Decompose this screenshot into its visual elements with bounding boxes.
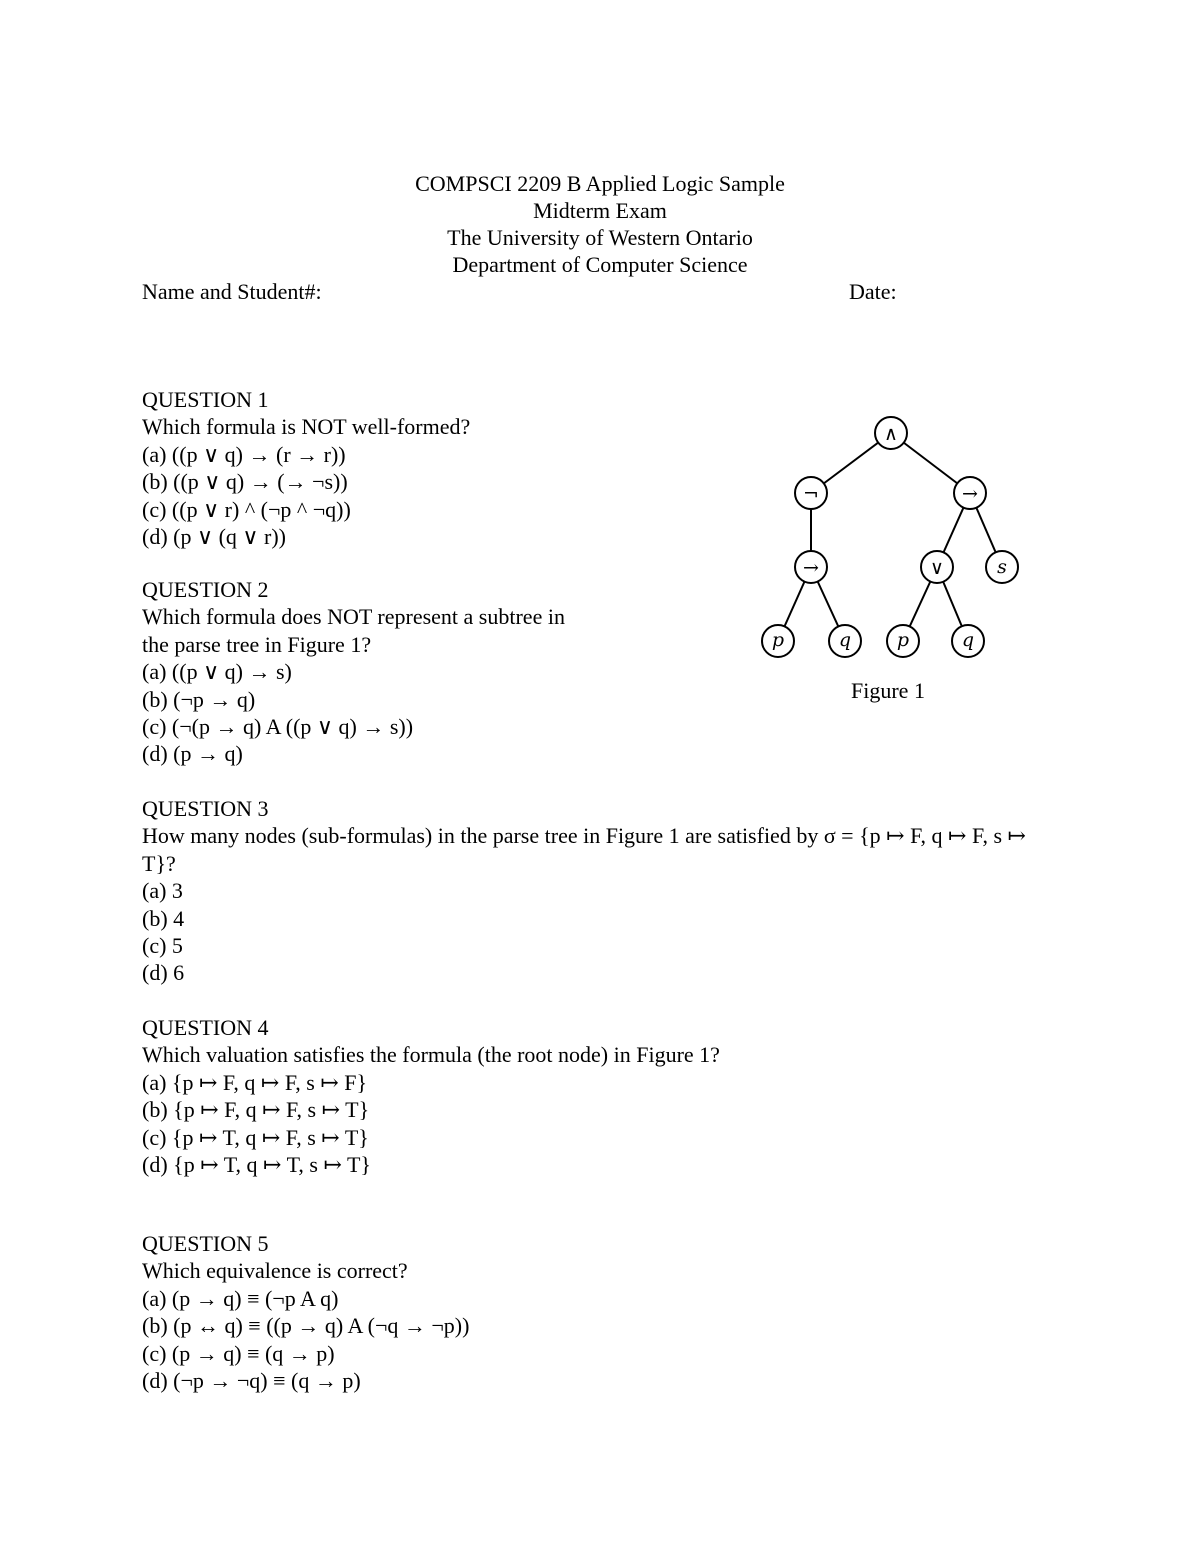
question-1 (142, 386, 470, 550)
department-name: Department of Computer Science (452, 252, 748, 277)
question-2 (142, 576, 565, 768)
node-p1-label: p (771, 629, 785, 651)
exam-subtitle: Midterm Exam (533, 198, 667, 223)
question-heading: QUESTION 2 (142, 577, 269, 602)
question-3 (142, 795, 1052, 987)
question-heading: QUESTION 1 (142, 387, 269, 412)
option-a: (a) ((p ∨ q) → (r → r)) (142, 441, 346, 467)
option-c: (c) {p ↦ T, q ↦ F, s ↦ T} (142, 1124, 369, 1150)
option-b: (b) (¬p → q) (142, 686, 256, 712)
question-prompt: Which valuation satisfies the formula (the root node) in Figure 1? (142, 1042, 720, 1068)
question-prompt: Which equivalence is correct? (142, 1258, 408, 1284)
option-d: (d) (p → q) (142, 741, 243, 767)
option-b: (b) ((p ∨ q) → (→ ¬s)) (142, 469, 348, 495)
node-imp-right-label: → (962, 483, 978, 505)
option-b: (b) 4 (142, 905, 185, 931)
option-c: (c) 5 (142, 933, 183, 959)
question-prompt: Which formula is NOT well-formed? (142, 414, 471, 440)
parse-tree-figure (740, 405, 1040, 665)
option-a: (a) {p ↦ F, q ↦ F, s ↦ F} (142, 1069, 368, 1095)
node-root-label: ∧ (884, 423, 898, 445)
option-a: (a) 3 (142, 878, 183, 904)
option-c: (c) (p → q) ≡ (q → p) (142, 1340, 335, 1366)
name-label: Name and Student#: (142, 279, 322, 304)
question-heading: QUESTION 4 (142, 1015, 269, 1040)
university-name: The University of Western Ontario (447, 225, 753, 250)
node-q1-label: q (838, 629, 852, 651)
option-b: (b) (p ↔ q) ≡ ((p → q) A (¬q → ¬p)) (142, 1313, 470, 1339)
question-heading: QUESTION 5 (142, 1231, 269, 1256)
question-prompt-line2: the parse tree in Figure 1? (142, 631, 372, 657)
question-prompt-line1: Which formula does NOT represent a subtree in (142, 604, 565, 630)
question-5 (142, 1230, 469, 1394)
node-neg-label: ¬ (803, 483, 819, 505)
node-p2-label: p (896, 629, 910, 651)
tree-edges (778, 433, 1002, 641)
option-d: (d) 6 (142, 960, 185, 986)
question-4 (142, 1014, 720, 1178)
option-b: (b) {p ↦ F, q ↦ F, s ↦ T} (142, 1097, 370, 1123)
option-a: (a) ((p ∨ q) → s) (142, 659, 292, 685)
question-heading: QUESTION 3 (142, 796, 269, 821)
question-prompt: How many nodes (sub-formulas) in the parse tree in Figure 1 are satisfied by σ = {p ↦ F, q ↦ F, s ↦ T}? (142, 823, 1026, 876)
option-c: (c) (¬(p → q) A ((p ∨ q) → s)) (142, 714, 414, 740)
node-or-label: ∨ (930, 557, 944, 579)
option-c: (c) ((p ∨ r) ^ (¬p ^ ¬q)) (142, 496, 351, 522)
option-d: (d) (¬p → ¬q) ≡ (q → p) (142, 1368, 361, 1394)
node-q2-label: q (961, 629, 975, 651)
node-imp-left-label: → (803, 557, 819, 579)
exam-title: COMPSCI 2209 B Applied Logic Sample (415, 171, 785, 196)
date-label: Date: (849, 279, 897, 304)
option-d: (d) (p ∨ (q ∨ r)) (142, 524, 286, 550)
option-d: (d) {p ↦ T, q ↦ T, s ↦ T} (142, 1152, 371, 1178)
node-s-label: s (997, 556, 1007, 578)
option-a: (a) (p → q) ≡ (¬p A q) (142, 1285, 339, 1311)
figure-caption: Figure 1 (851, 678, 925, 703)
